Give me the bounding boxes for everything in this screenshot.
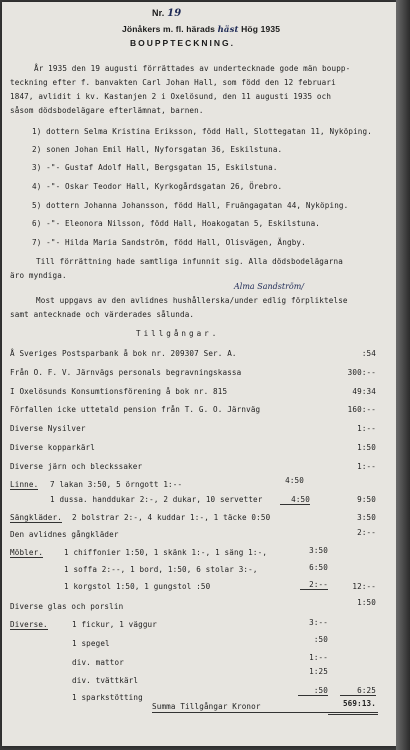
asset-line: Å Sveriges Postsparbank å bok nr. 209307 Ser. A. xyxy=(10,349,237,358)
diverse-value: :50 xyxy=(298,686,328,696)
asset-line: Diverse Nysilver xyxy=(10,424,86,433)
linne-line: 1 dussa. handdukar 2:-, 2 dukar, 10 servetter xyxy=(50,495,263,504)
intro-line: År 1935 den 19 augusti förrättades av undertecknade gode män boupp- xyxy=(34,64,351,73)
heir-line: 6) -"- Eleonora Nilsson, född Hall, Hoakogatan 5, Eskilstuna. xyxy=(32,219,321,228)
signature: Alma Sandström/ xyxy=(234,282,304,291)
section-title: Tillgångar. xyxy=(136,329,220,338)
asset-value: 1:-- xyxy=(357,462,376,471)
heir-line: 1) dottern Selma Kristina Eriksson, född Hall, Slottegatan 11, Nyköping. xyxy=(32,127,372,136)
diverse-line: 1 spegel xyxy=(72,639,110,648)
asset-value: 160:-- xyxy=(347,405,376,414)
linne-label: Linne. xyxy=(10,480,39,489)
document-number: Nr. 19 xyxy=(152,8,182,19)
majority-line: Till förrättning hade samtliga infunnit sig. Alla dödsbodelägarna xyxy=(36,257,343,266)
linne-subvalue: 4:50 xyxy=(280,495,310,505)
linne-total: 9:50 xyxy=(357,495,376,504)
declaration-line: samt antecknade och värderades sålunda. xyxy=(10,310,195,319)
summa-label: Summa Tillgångar Kronor xyxy=(152,702,261,711)
asset-value: 300:-- xyxy=(347,368,376,377)
majority-line: äro myndiga. xyxy=(10,271,67,280)
heir-line: 3) -"- Gustaf Adolf Hall, Bergsgatan 15, Eskilstuna. xyxy=(32,163,278,172)
asset-line: Förfallen icke uttetald pension från T. G. O. Järnväg xyxy=(10,405,261,414)
mobler-line: 1 korgstol 1:50, 1 gungstol :50 xyxy=(64,582,211,591)
linne-line: 7 lakan 3:50, 5 örngott 1:-- xyxy=(50,480,183,489)
sangklader-line: 2 bolstrar 2:-, 4 kuddar 1:-, 1 täcke 0:50 xyxy=(72,513,271,522)
heir-line: 4) -"- Oskar Teodor Hall, Kyrkogårdsgatan 26, Örebro. xyxy=(32,182,283,191)
diverse-line: div. mattor xyxy=(72,658,124,667)
diverse-line: div. tvättkärl xyxy=(72,676,139,685)
asset-line: Diverse järn och bleckssaker xyxy=(10,462,143,471)
mobler-label: Möbler. xyxy=(10,548,44,557)
glas-line: Diverse glas och porslin xyxy=(10,602,124,611)
ganglader-total: 2:-- xyxy=(357,528,376,537)
summa-underline xyxy=(152,712,378,713)
intro-line: 1847, avlidit i kv. Kastanjen 2 i Oxelösund, den 11 augusti 1935 och xyxy=(10,92,332,101)
diverse-total: 6:25 xyxy=(340,686,376,696)
mobler-subvalue: 2:-- xyxy=(300,580,328,590)
heir-line: 5) dottern Johanna Johansson, född Hall, Fruängagatan 44, Nyköping. xyxy=(32,201,349,210)
glas-total: 1:50 xyxy=(357,598,376,607)
asset-line: I Oxelösunds Konsumtionsförening å bok nr. 815 xyxy=(10,387,228,396)
diverse-label: Diverse. xyxy=(10,620,48,629)
scan-edge xyxy=(396,0,410,750)
summa-value: 569:13. xyxy=(342,699,376,708)
asset-line: Diverse kopparkärl xyxy=(10,443,95,452)
diverse-value: 1:25 xyxy=(309,667,328,676)
asset-value: :54 xyxy=(361,349,376,358)
ganglader-line: Den avlidnes gångkläder xyxy=(10,530,119,539)
heir-line: 7) -"- Hilda Maria Sandström, född Hall, Olisvägen, Ängby. xyxy=(32,238,306,247)
asset-value: 1:50 xyxy=(357,443,376,452)
linne-subvalue: 4:50 xyxy=(285,476,304,485)
diverse-value: :50 xyxy=(313,635,328,644)
mobler-total: 12:-- xyxy=(352,582,376,591)
diverse-value: 1:-- xyxy=(309,653,328,662)
mobler-subvalue: 3:50 xyxy=(309,546,328,555)
diverse-line: 1 fickur, 1 väggur xyxy=(72,620,157,629)
summa-double-underline xyxy=(328,714,378,715)
mobler-line: 1 soffa 2:--, 1 bord, 1:50, 6 stolar 3:-, xyxy=(64,565,258,574)
diverse-value: 3:-- xyxy=(309,618,328,627)
asset-value: 49:34 xyxy=(352,387,376,396)
asset-value: 1:-- xyxy=(357,424,376,433)
mobler-subvalue: 6:50 xyxy=(309,563,328,572)
document-title: BOUPPTECKNING. xyxy=(130,38,235,48)
heir-line: 2) sonen Johan Emil Hall, Nyforsgatan 36, Eskilstuna. xyxy=(32,145,283,154)
intro-line: teckning efter f. banvakten Carl Johan Hall, som född den 12 februari xyxy=(10,78,336,87)
diverse-line: 1 sparkstötting xyxy=(72,693,143,702)
sangklader-total: 3:50 xyxy=(357,513,376,522)
mobler-line: 1 chiffonier 1:50, 1 skänk 1:-, 1 säng 1:-, xyxy=(64,548,268,557)
court-header: Jönåkers m. fl. härads häst Hög 1935 xyxy=(122,24,281,35)
intro-line: såsom dödsbodelägare efterlämnat, barnen. xyxy=(10,106,204,115)
asset-line: Från O. F. V. Järnvägs personals begravningskassa xyxy=(10,368,242,377)
declaration-line: Most uppgavs av den avlidnes hushållerska/under edlig förpliktelse xyxy=(36,296,348,305)
document-page xyxy=(2,2,396,746)
sangklader-label: Sängkläder. xyxy=(10,513,62,522)
